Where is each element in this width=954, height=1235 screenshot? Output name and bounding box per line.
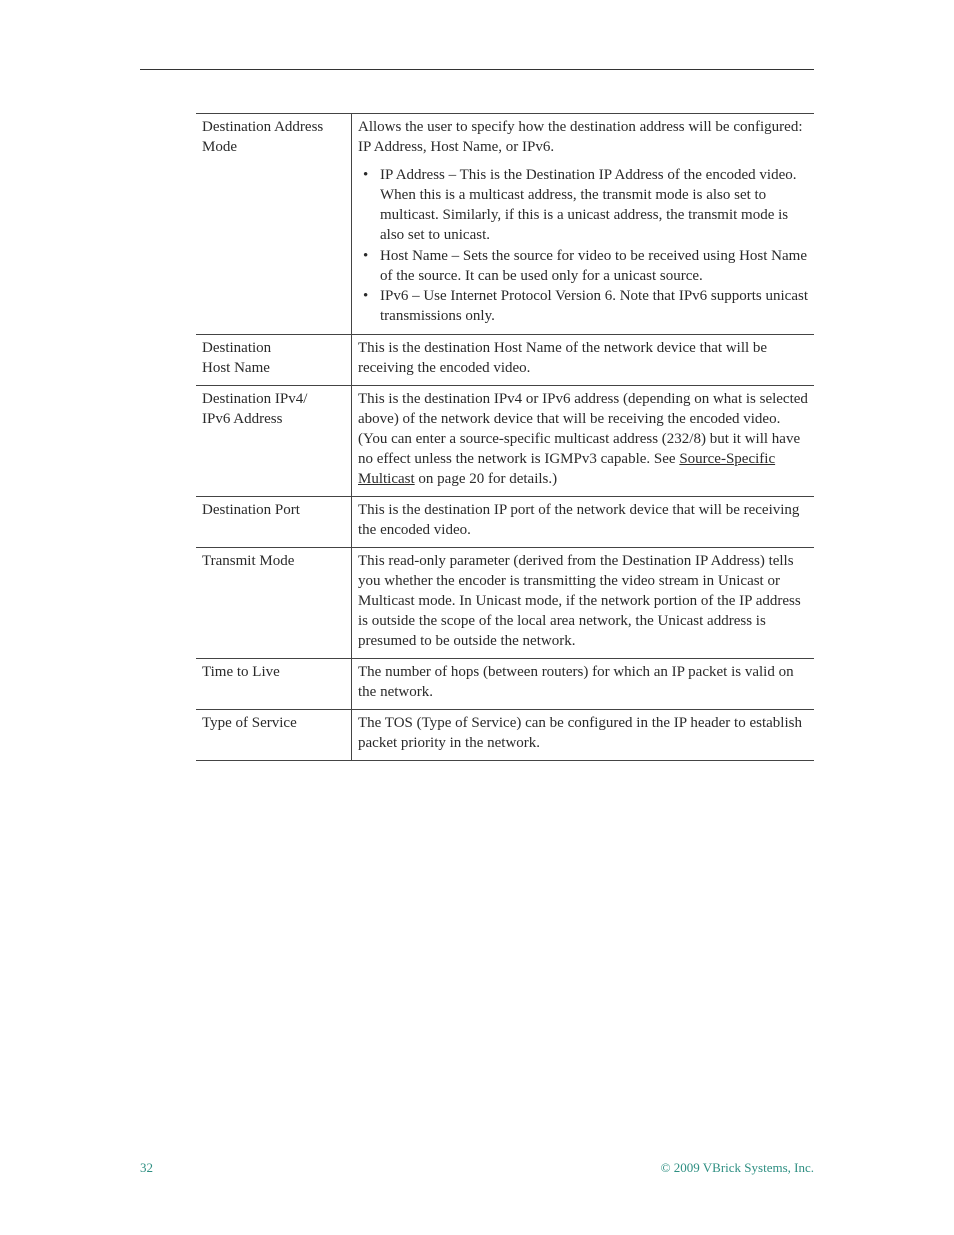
param-description: This read-only parameter (derived from the Destination IP Address) tells you whether the encoder is transmitting the video stream in Unicast or Multicast mode. In Unicast mode, if the network portion of the IP address is outside the scope of the local area network, the Unicast address is presumed to be outside the network.: [352, 547, 815, 658]
table-row: [196, 114, 814, 335]
param-name: Transmit Mode: [196, 547, 352, 658]
param-name: Destination Address Mode: [196, 114, 352, 335]
header-rule: [140, 69, 814, 70]
parameters-table: [196, 113, 814, 761]
param-name: Destination Port: [196, 496, 352, 547]
param-name: Type of Service: [196, 709, 352, 760]
list-item: • IPv6 – Use Internet Protocol Version 6. Note that IPv6 supports unicast transmissions only.: [358, 286, 808, 326]
param-description: This is the destination IP port of the network device that will be receiving the encoded video.: [352, 496, 815, 547]
table-row: [196, 334, 814, 385]
table-row: [196, 496, 814, 547]
table-row: [196, 658, 814, 709]
page-number: 32: [140, 1160, 153, 1175]
param-description: This is the destination IPv4 or IPv6 address (depending on what is selected above) of the network device that will be receiving the encoded video. (You can enter a source-specific multicast address (232/8) but it will have no effect unless the network is IGMPv3 capable. See Source-Specific Multicast on page 20 for details.): [352, 385, 815, 496]
source-specific-multicast-link[interactable]: Source-Specific Multicast: [358, 450, 776, 487]
table-row: [196, 547, 814, 658]
param-name: Time to Live: [196, 658, 352, 709]
table-row: [196, 385, 814, 496]
param-name: Destination Host Name: [196, 334, 352, 385]
param-name: Destination IPv4/ IPv6 Address: [196, 385, 352, 496]
option-list: [358, 165, 808, 326]
param-description: Allows the user to specify how the destination address will be configured: IP Address, Host Name, or IPv6. • IP Address – This is the Destination IP Address of the encoded video. When this is a multicast address, the transmit mode is also set to multicast. Similarly, if this is a unicast address, the transmit mode is also set to unicast. • Host Name – Sets the source for video to be received using Host Name of the source. It can be used only for a unicast source. • IPv6 – Use Internet Protocol Version 6. Note that IPv6 supports unicast transmissions only.: [352, 114, 815, 335]
list-item: • Host Name – Sets the source for video to be received using Host Name of the source. It can be used only for a unicast source.: [358, 246, 808, 286]
copyright-notice: © 2009 VBrick Systems, Inc.: [660, 1160, 814, 1175]
param-description: The number of hops (between routers) for which an IP packet is valid on the network.: [352, 658, 815, 709]
list-item: • IP Address – This is the Destination IP Address of the encoded video. When this is a multicast address, the transmit mode is also set to multicast. Similarly, if this is a unicast address, the transmit mode is also set to unicast.: [358, 165, 808, 245]
param-description: This is the destination Host Name of the network device that will be receiving the encoded video.: [352, 334, 815, 385]
param-description: The TOS (Type of Service) can be configured in the IP header to establish packet priority in the network.: [352, 709, 815, 760]
table-row: [196, 709, 814, 760]
